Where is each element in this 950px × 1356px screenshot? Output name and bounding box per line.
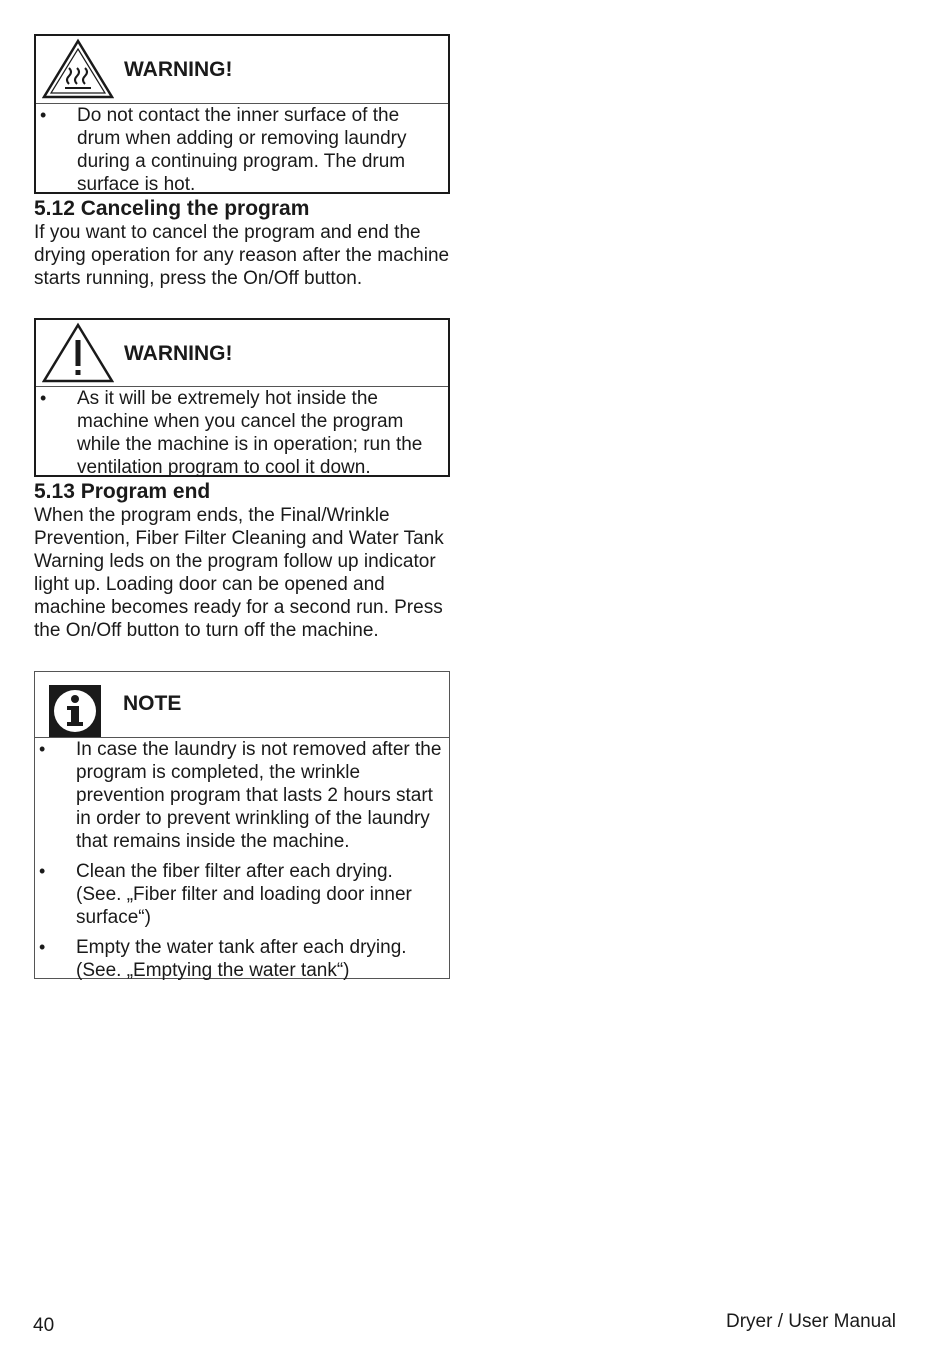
note-box-header (35, 672, 449, 738)
warning-box-cancel (34, 318, 450, 477)
bullet: • (39, 861, 46, 881)
page-number: 40 (33, 1315, 55, 1336)
note-title: NOTE (123, 692, 182, 715)
list-item (36, 387, 448, 479)
list-item (36, 104, 448, 196)
warning-box-header (36, 320, 448, 387)
note-text: In case the laundry is not removed after the program is completed, the wrinkle prevention program that lasts 2 hours start in order to prevent wrinkling of the laundry that remains inside the machine. (76, 739, 442, 852)
bullet: • (40, 105, 47, 125)
manual-title: Dryer / User Manual (726, 1311, 896, 1332)
warning-title: WARNING! (124, 58, 233, 81)
note-text: Empty the water tank after each drying. (See. „Emptying the water tank“) (76, 937, 407, 981)
exclamation-warning-icon (42, 322, 114, 384)
note-box (34, 671, 450, 979)
note-text: Clean the fiber filter after each drying. (See. „Fiber filter and loading door inner surface“) (76, 861, 412, 928)
warning-title: WARNING! (124, 342, 233, 365)
bullet: • (39, 937, 46, 957)
list-item (35, 860, 449, 929)
section-text-5-13: When the program ends, the Final/Wrinkle Prevention, Fiber Filter Cleaning and Water Tank Warning leds on the program follow up indicator light up. Loading door can be opened and machine becomes ready for a second run. Press the On/Off button to turn off the machine. (34, 505, 444, 641)
warning-text: Do not contact the inner surface of the drum when adding or removing laundry during a continuing program. The drum surface is hot. (77, 105, 407, 195)
warning-text: As it will be extremely hot inside the machine when you cancel the program while the machine is in operation; run the ventilation program to cool it down. (77, 388, 423, 478)
bullet: • (40, 388, 47, 408)
info-icon (49, 685, 101, 737)
section-heading-5-12: 5.12 Canceling the program (34, 197, 310, 220)
hot-surface-warning-icon (42, 38, 114, 100)
warning-box-header (36, 36, 448, 104)
list-item (35, 936, 449, 982)
list-item (35, 738, 449, 853)
section-text-5-12: If you want to cancel the program and end the drying operation for any reason after the machine starts running, press the On/Off button. (34, 222, 450, 289)
warning-box-hot-surface (34, 34, 450, 194)
section-heading-5-13: 5.13 Program end (34, 480, 211, 503)
bullet: • (39, 739, 46, 759)
